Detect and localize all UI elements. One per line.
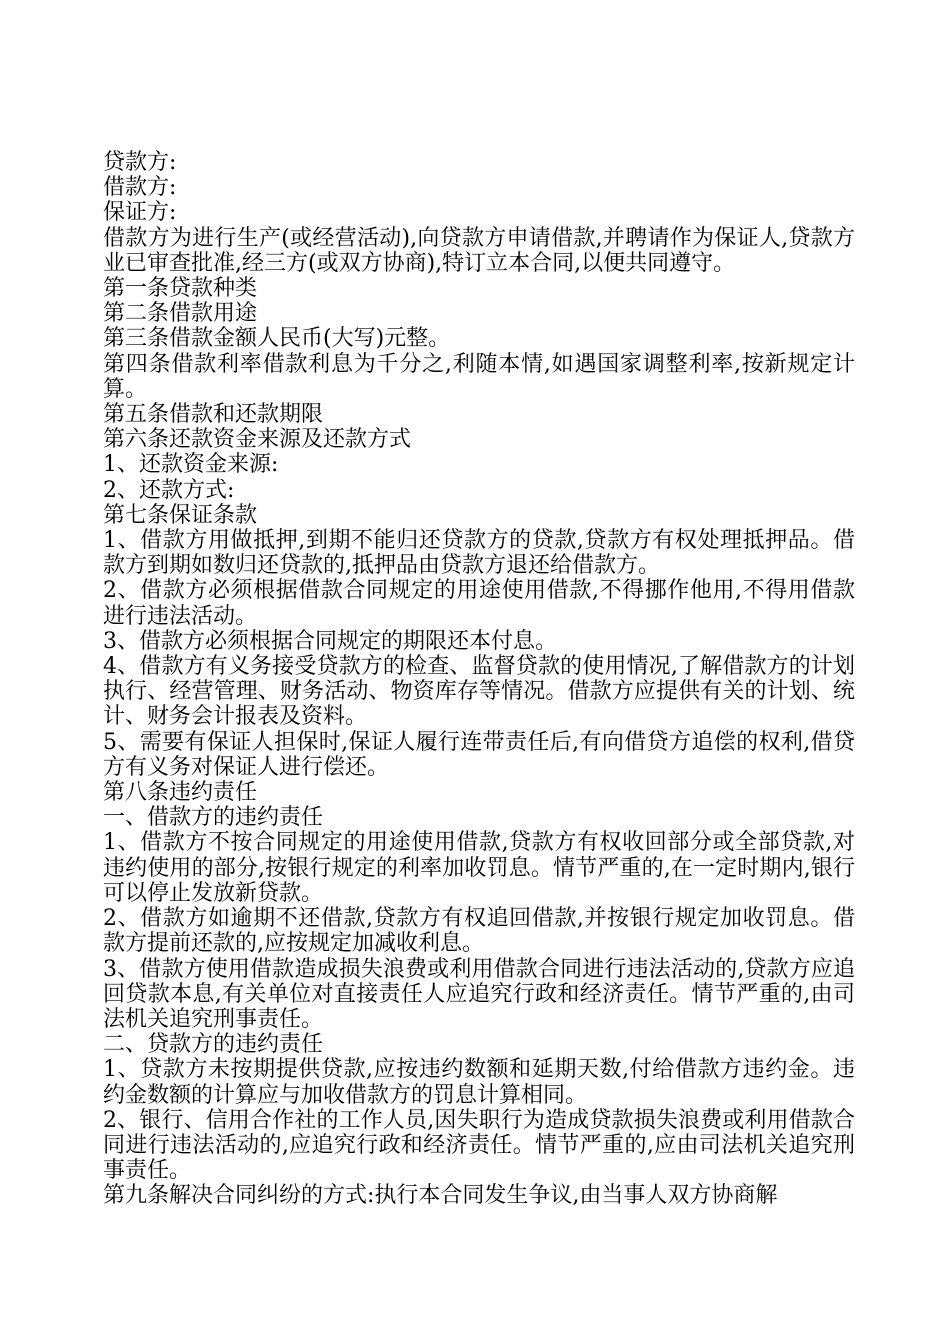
article-5-heading: 第五条借款和还款期限 — [103, 402, 324, 428]
article-8-section-1-heading: 一、借款方的违约责任 — [103, 805, 324, 831]
article-7-item-3: 3、借款方必须根据合同规定的期限还本付息。 — [103, 628, 557, 654]
article-8-section-1-item-1: 1、借款方不按合同规定的用途使用借款,贷款方有权收回部分或全部贷款,对违约使用的部分,按银行规定的利率加收罚息。情节严重的,在一定时期内,银行可以停止发放新贷款。 — [103, 830, 855, 906]
article-6-item-1: 1、还款资金来源: — [103, 452, 279, 478]
article-7-item-1: 1、借款方用做抵押,到期不能归还贷款方的贷款,贷款方有权处理抵押品。借款方到期如数归还贷款的,抵押品由贷款方退还给借款方。 — [103, 528, 855, 579]
article-6-heading: 第六条还款资金来源及还款方式 — [103, 427, 412, 453]
article-8-section-2-item-1: 1、贷款方未按期提供贷款,应按违约数额和延期天数,付给借款方违约金。违约金数额的计算应与加收借款方的罚息计算相同。 — [103, 1057, 855, 1108]
article-3-paragraph: 第三条借款金额人民币(大写)元整。 — [103, 326, 451, 352]
article-8-section-1-item-2: 2、借款方如逾期不还借款,贷款方有权追回借款,并按银行规定加收罚息。借款方提前还款的,应按规定加减收利息。 — [103, 906, 855, 957]
article-6-item-2: 2、还款方式: — [103, 477, 235, 503]
article-4-paragraph: 第四条借款利率借款利息为千分之,利随本情,如遇国家调整利率,按新规定计算。 — [103, 351, 855, 402]
article-9-paragraph: 第九条解决合同纠纷的方式:执行本合同发生争议,由当事人双方协商解 — [103, 1183, 778, 1209]
article-1-heading: 第一条贷款种类 — [103, 276, 258, 302]
article-7-heading: 第七条保证条款 — [103, 502, 258, 528]
borrower-label: 借款方: — [103, 175, 177, 201]
document-page — [103, 150, 855, 1209]
article-8-heading: 第八条违约责任 — [103, 780, 258, 806]
article-2-heading: 第二条借款用途 — [103, 301, 258, 327]
article-7-item-2: 2、借款方必须根据借款合同规定的用途使用借款,不得挪作他用,不得用借款进行违法活动。 — [103, 578, 855, 629]
article-8-section-1-item-3: 3、借款方使用借款造成损失浪费或利用借款合同进行违法活动的,贷款方应追回贷款本息,有关单位对直接责任人应追究行政和经济责任。情节严重的,由司法机关追究刑事责任。 — [103, 956, 855, 1032]
article-8-section-2-heading: 二、贷款方的违约责任 — [103, 1032, 324, 1058]
article-7-item-4: 4、借款方有义务接受贷款方的检查、监督贷款的使用情况,了解借款方的计划执行、经营管理、财务活动、物资库存等情况。借款方应提供有关的计划、统计、财务会计报表及资料。 — [103, 654, 855, 730]
preamble-paragraph: 借款方为进行生产(或经营活动),向贷款方申请借款,并聘请作为保证人,贷款方业已审查批准,经三方(或双方协商),特订立本合同,以便共同遵守。 — [103, 225, 855, 276]
article-8-section-2-item-2: 2、银行、信用合作社的工作人员,因失职行为造成贷款损失浪费或利用借款合同进行违法活动的,应追究行政和经济责任。情节严重的,应由司法机关追究刑事责任。 — [103, 1107, 855, 1184]
article-7-item-5: 5、需要有保证人担保时,保证人履行连带责任后,有向借贷方追偿的权利,借贷方有义务对保证人进行偿还。 — [103, 729, 855, 780]
guarantor-label: 保证方: — [103, 200, 177, 226]
lender-label: 贷款方: — [103, 150, 177, 175]
